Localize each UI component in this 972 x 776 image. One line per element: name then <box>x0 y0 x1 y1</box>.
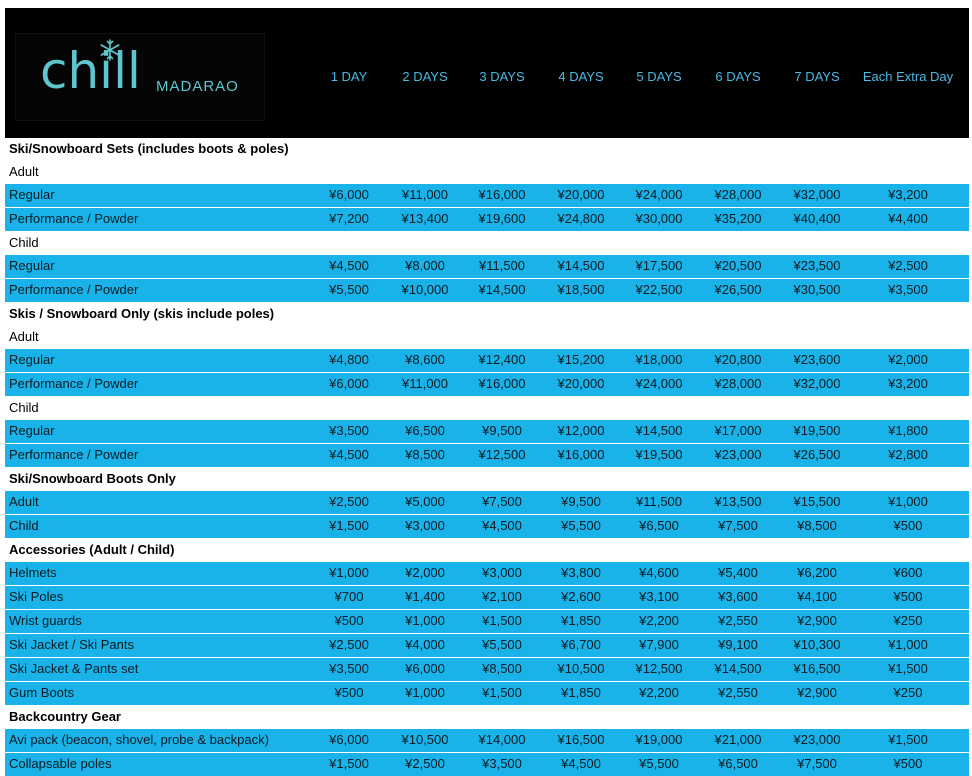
price-cell: ¥1,850 <box>561 685 601 700</box>
row-label: Performance / Powder <box>9 376 139 391</box>
table-row <box>5 610 969 633</box>
price-cell: ¥1,500 <box>888 661 928 676</box>
price-cell: ¥500 <box>893 589 923 604</box>
group-label <box>5 326 969 349</box>
price-cell: ¥16,000 <box>478 187 526 202</box>
price-cell: ¥28,000 <box>714 187 762 202</box>
column-header: 3 DAYS <box>479 69 525 84</box>
section-heading <box>5 303 969 326</box>
group-label <box>5 161 969 184</box>
row-label: Gum Boots <box>9 685 75 700</box>
row-label: Child <box>9 235 39 250</box>
section-heading <box>5 706 969 729</box>
logo-subtitle: MADARAO <box>156 78 239 95</box>
column-header: 2 DAYS <box>402 69 448 84</box>
price-cell: ¥4,500 <box>329 447 369 462</box>
column-header: 7 DAYS <box>794 69 840 84</box>
price-cell: ¥14,500 <box>714 661 762 676</box>
price-cell: ¥15,200 <box>557 352 605 367</box>
price-cell: ¥13,400 <box>401 211 449 226</box>
price-cell: ¥14,500 <box>478 282 526 297</box>
row-label: Regular <box>9 423 55 438</box>
price-cell: ¥1,400 <box>405 589 445 604</box>
price-cell: ¥4,800 <box>329 352 369 367</box>
price-cell: ¥1,500 <box>482 613 522 628</box>
price-cell: ¥18,500 <box>557 282 605 297</box>
table-row <box>5 373 969 396</box>
price-cell: ¥2,500 <box>405 756 445 771</box>
row-label: Skis / Snowboard Only (skis include poles) <box>9 306 275 321</box>
price-cell: ¥1,000 <box>405 685 445 700</box>
price-cell: ¥5,500 <box>329 282 369 297</box>
price-cell: ¥6,000 <box>329 732 369 747</box>
price-cell: ¥14,500 <box>635 423 683 438</box>
price-cell: ¥7,500 <box>482 494 522 509</box>
price-cell: ¥19,000 <box>635 732 683 747</box>
price-cell: ¥16,000 <box>557 447 605 462</box>
table-header <box>5 8 969 138</box>
price-cell: ¥19,600 <box>478 211 526 226</box>
price-cell: ¥5,400 <box>718 565 758 580</box>
price-cell: ¥500 <box>334 685 364 700</box>
table-row <box>5 491 969 514</box>
price-cell: ¥3,500 <box>482 756 522 771</box>
price-cell: ¥6,200 <box>797 565 837 580</box>
price-cell: ¥9,100 <box>718 637 758 652</box>
price-cell: ¥11,500 <box>478 258 526 273</box>
price-cell: ¥3,000 <box>405 518 445 533</box>
row-label: Ski Jacket & Pants set <box>9 661 139 676</box>
price-cell: ¥7,900 <box>639 637 679 652</box>
price-cell: ¥2,100 <box>482 589 522 604</box>
row-label: Ski Poles <box>9 589 64 604</box>
snowflake-icon <box>98 38 122 62</box>
price-cell: ¥19,500 <box>635 447 683 462</box>
price-cell: ¥30,000 <box>635 211 683 226</box>
row-label: Adult <box>9 329 39 344</box>
price-cell: ¥8,500 <box>482 661 522 676</box>
group-label <box>5 232 969 255</box>
price-cell: ¥2,500 <box>329 494 369 509</box>
price-cell: ¥4,000 <box>405 637 445 652</box>
price-cell: ¥24,800 <box>557 211 605 226</box>
price-cell: ¥14,500 <box>557 258 605 273</box>
price-cell: ¥4,100 <box>797 589 837 604</box>
price-cell: ¥8,000 <box>405 258 445 273</box>
price-cell: ¥20,500 <box>714 258 762 273</box>
price-cell: ¥28,000 <box>714 376 762 391</box>
chill-madarao-logo <box>15 33 265 121</box>
price-cell: ¥2,800 <box>888 447 928 462</box>
table-row <box>5 349 969 372</box>
column-header: Each Extra Day <box>862 69 954 84</box>
price-cell: ¥1,500 <box>482 685 522 700</box>
price-cell: ¥11,000 <box>401 376 449 391</box>
price-cell: ¥2,550 <box>718 613 758 628</box>
price-cell: ¥1,850 <box>561 613 601 628</box>
price-cell: ¥10,500 <box>557 661 605 676</box>
price-cell: ¥250 <box>893 685 923 700</box>
price-cell: ¥19,500 <box>793 423 841 438</box>
row-label: Wrist guards <box>9 613 82 628</box>
row-label: Adult <box>9 164 39 179</box>
price-cell: ¥12,500 <box>478 447 526 462</box>
row-label: Avi pack (beacon, shovel, probe & backpack) <box>9 732 269 747</box>
price-cell: ¥17,000 <box>714 423 762 438</box>
price-cell: ¥8,500 <box>405 447 445 462</box>
price-cell: ¥7,500 <box>797 756 837 771</box>
price-cell: ¥5,000 <box>405 494 445 509</box>
price-cell: ¥18,000 <box>635 352 683 367</box>
price-cell: ¥2,000 <box>888 352 928 367</box>
price-cell: ¥21,000 <box>714 732 762 747</box>
row-label: Ski Jacket / Ski Pants <box>9 637 134 652</box>
price-cell: ¥3,000 <box>482 565 522 580</box>
price-cell: ¥11,500 <box>635 494 683 509</box>
column-header: 1 DAY <box>330 69 368 84</box>
price-cell: ¥6,500 <box>639 518 679 533</box>
price-cell: ¥16,500 <box>557 732 605 747</box>
price-cell: ¥20,000 <box>557 187 605 202</box>
price-cell: ¥3,500 <box>888 282 928 297</box>
price-cell: ¥1,500 <box>329 756 369 771</box>
price-cell: ¥24,000 <box>635 187 683 202</box>
price-cell: ¥2,600 <box>561 589 601 604</box>
table-row <box>5 279 969 302</box>
row-label: Performance / Powder <box>9 447 139 462</box>
price-cell: ¥5,500 <box>561 518 601 533</box>
price-cell: ¥23,000 <box>793 732 841 747</box>
price-cell: ¥5,500 <box>639 756 679 771</box>
column-header: 5 DAYS <box>636 69 682 84</box>
row-label: Regular <box>9 187 55 202</box>
table-row <box>5 420 969 443</box>
price-cell: ¥6,500 <box>405 423 445 438</box>
table-row <box>5 562 969 585</box>
section-heading <box>5 138 969 161</box>
section-heading <box>5 539 969 562</box>
price-cell: ¥2,550 <box>718 685 758 700</box>
price-cell: ¥7,500 <box>718 518 758 533</box>
table-row <box>5 586 969 609</box>
row-label: Child <box>9 400 39 415</box>
table-row <box>5 729 969 752</box>
price-cell: ¥1,000 <box>888 494 928 509</box>
price-cell: ¥600 <box>893 565 923 580</box>
price-cell: ¥2,500 <box>329 637 369 652</box>
table-row <box>5 658 969 681</box>
section-heading <box>5 468 969 491</box>
price-cell: ¥6,000 <box>405 661 445 676</box>
price-cell: ¥24,000 <box>635 376 683 391</box>
price-cell: ¥32,000 <box>793 187 841 202</box>
price-cell: ¥2,000 <box>405 565 445 580</box>
price-cell: ¥3,600 <box>718 589 758 604</box>
row-label: Accessories (Adult / Child) <box>9 542 175 557</box>
row-label: Adult <box>9 494 39 509</box>
price-cell: ¥13,500 <box>714 494 762 509</box>
price-cell: ¥6,000 <box>329 187 369 202</box>
table-row <box>5 184 969 207</box>
table-row <box>5 753 969 776</box>
price-cell: ¥8,600 <box>405 352 445 367</box>
row-label: Collapsable poles <box>9 756 112 771</box>
row-label: Regular <box>9 352 55 367</box>
column-header: 6 DAYS <box>715 69 761 84</box>
price-cell: ¥23,000 <box>714 447 762 462</box>
price-cell: ¥7,200 <box>329 211 369 226</box>
table-row <box>5 634 969 657</box>
row-label: Performance / Powder <box>9 211 139 226</box>
price-cell: ¥17,500 <box>635 258 683 273</box>
price-cell: ¥26,500 <box>714 282 762 297</box>
price-cell: ¥35,200 <box>714 211 762 226</box>
price-cell: ¥23,600 <box>793 352 841 367</box>
table-row <box>5 444 969 467</box>
price-cell: ¥6,000 <box>329 376 369 391</box>
price-cell: ¥1,800 <box>888 423 928 438</box>
price-cell: ¥1,000 <box>329 565 369 580</box>
price-cell: ¥15,500 <box>793 494 841 509</box>
price-cell: ¥26,500 <box>793 447 841 462</box>
price-cell: ¥5,500 <box>482 637 522 652</box>
price-cell: ¥3,500 <box>329 661 369 676</box>
row-label: Child <box>9 518 39 533</box>
price-cell: ¥500 <box>893 756 923 771</box>
price-cell: ¥10,300 <box>793 637 841 652</box>
price-sheet <box>5 8 969 776</box>
price-cell: ¥6,700 <box>561 637 601 652</box>
price-cell: ¥2,900 <box>797 685 837 700</box>
price-rows <box>5 138 969 776</box>
row-label: Ski/Snowboard Boots Only <box>9 471 176 486</box>
price-cell: ¥2,900 <box>797 613 837 628</box>
price-cell: ¥2,200 <box>639 613 679 628</box>
price-cell: ¥20,000 <box>557 376 605 391</box>
price-cell: ¥12,000 <box>557 423 605 438</box>
price-cell: ¥1,500 <box>888 732 928 747</box>
price-cell: ¥3,800 <box>561 565 601 580</box>
group-label <box>5 397 969 420</box>
price-cell: ¥20,800 <box>714 352 762 367</box>
price-cell: ¥23,500 <box>793 258 841 273</box>
price-cell: ¥700 <box>334 589 364 604</box>
table-row <box>5 515 969 538</box>
price-cell: ¥40,400 <box>793 211 841 226</box>
price-cell: ¥16,500 <box>793 661 841 676</box>
price-cell: ¥8,500 <box>797 518 837 533</box>
price-cell: ¥4,400 <box>888 211 928 226</box>
price-cell: ¥22,500 <box>635 282 683 297</box>
price-cell: ¥32,000 <box>793 376 841 391</box>
price-cell: ¥500 <box>893 518 923 533</box>
price-cell: ¥4,500 <box>482 518 522 533</box>
row-label: Regular <box>9 258 55 273</box>
price-cell: ¥12,500 <box>635 661 683 676</box>
table-row <box>5 255 969 278</box>
price-cell: ¥6,500 <box>718 756 758 771</box>
price-cell: ¥10,000 <box>401 282 449 297</box>
row-label: Ski/Snowboard Sets (includes boots & poles) <box>9 141 289 156</box>
price-cell: ¥2,200 <box>639 685 679 700</box>
price-cell: ¥4,600 <box>639 565 679 580</box>
price-cell: ¥11,000 <box>401 187 449 202</box>
price-cell: ¥10,500 <box>401 732 449 747</box>
price-cell: ¥1,000 <box>405 613 445 628</box>
price-cell: ¥4,500 <box>329 258 369 273</box>
price-cell: ¥9,500 <box>561 494 601 509</box>
row-label: Performance / Powder <box>9 282 139 297</box>
price-cell: ¥3,200 <box>888 376 928 391</box>
price-cell: ¥16,000 <box>478 376 526 391</box>
column-header: 4 DAYS <box>558 69 604 84</box>
price-cell: ¥12,400 <box>478 352 526 367</box>
price-cell: ¥30,500 <box>793 282 841 297</box>
table-row <box>5 682 969 705</box>
price-cell: ¥3,100 <box>639 589 679 604</box>
price-cell: ¥14,000 <box>478 732 526 747</box>
price-cell: ¥500 <box>334 613 364 628</box>
price-cell: ¥1,500 <box>329 518 369 533</box>
price-cell: ¥250 <box>893 613 923 628</box>
price-cell: ¥3,200 <box>888 187 928 202</box>
table-row <box>5 208 969 231</box>
row-label: Helmets <box>9 565 57 580</box>
price-cell: ¥2,500 <box>888 258 928 273</box>
price-cell: ¥1,000 <box>888 637 928 652</box>
logo-word: chill <box>40 42 141 100</box>
price-cell: ¥9,500 <box>482 423 522 438</box>
price-cell: ¥4,500 <box>561 756 601 771</box>
row-label: Backcountry Gear <box>9 709 121 724</box>
price-cell: ¥3,500 <box>329 423 369 438</box>
